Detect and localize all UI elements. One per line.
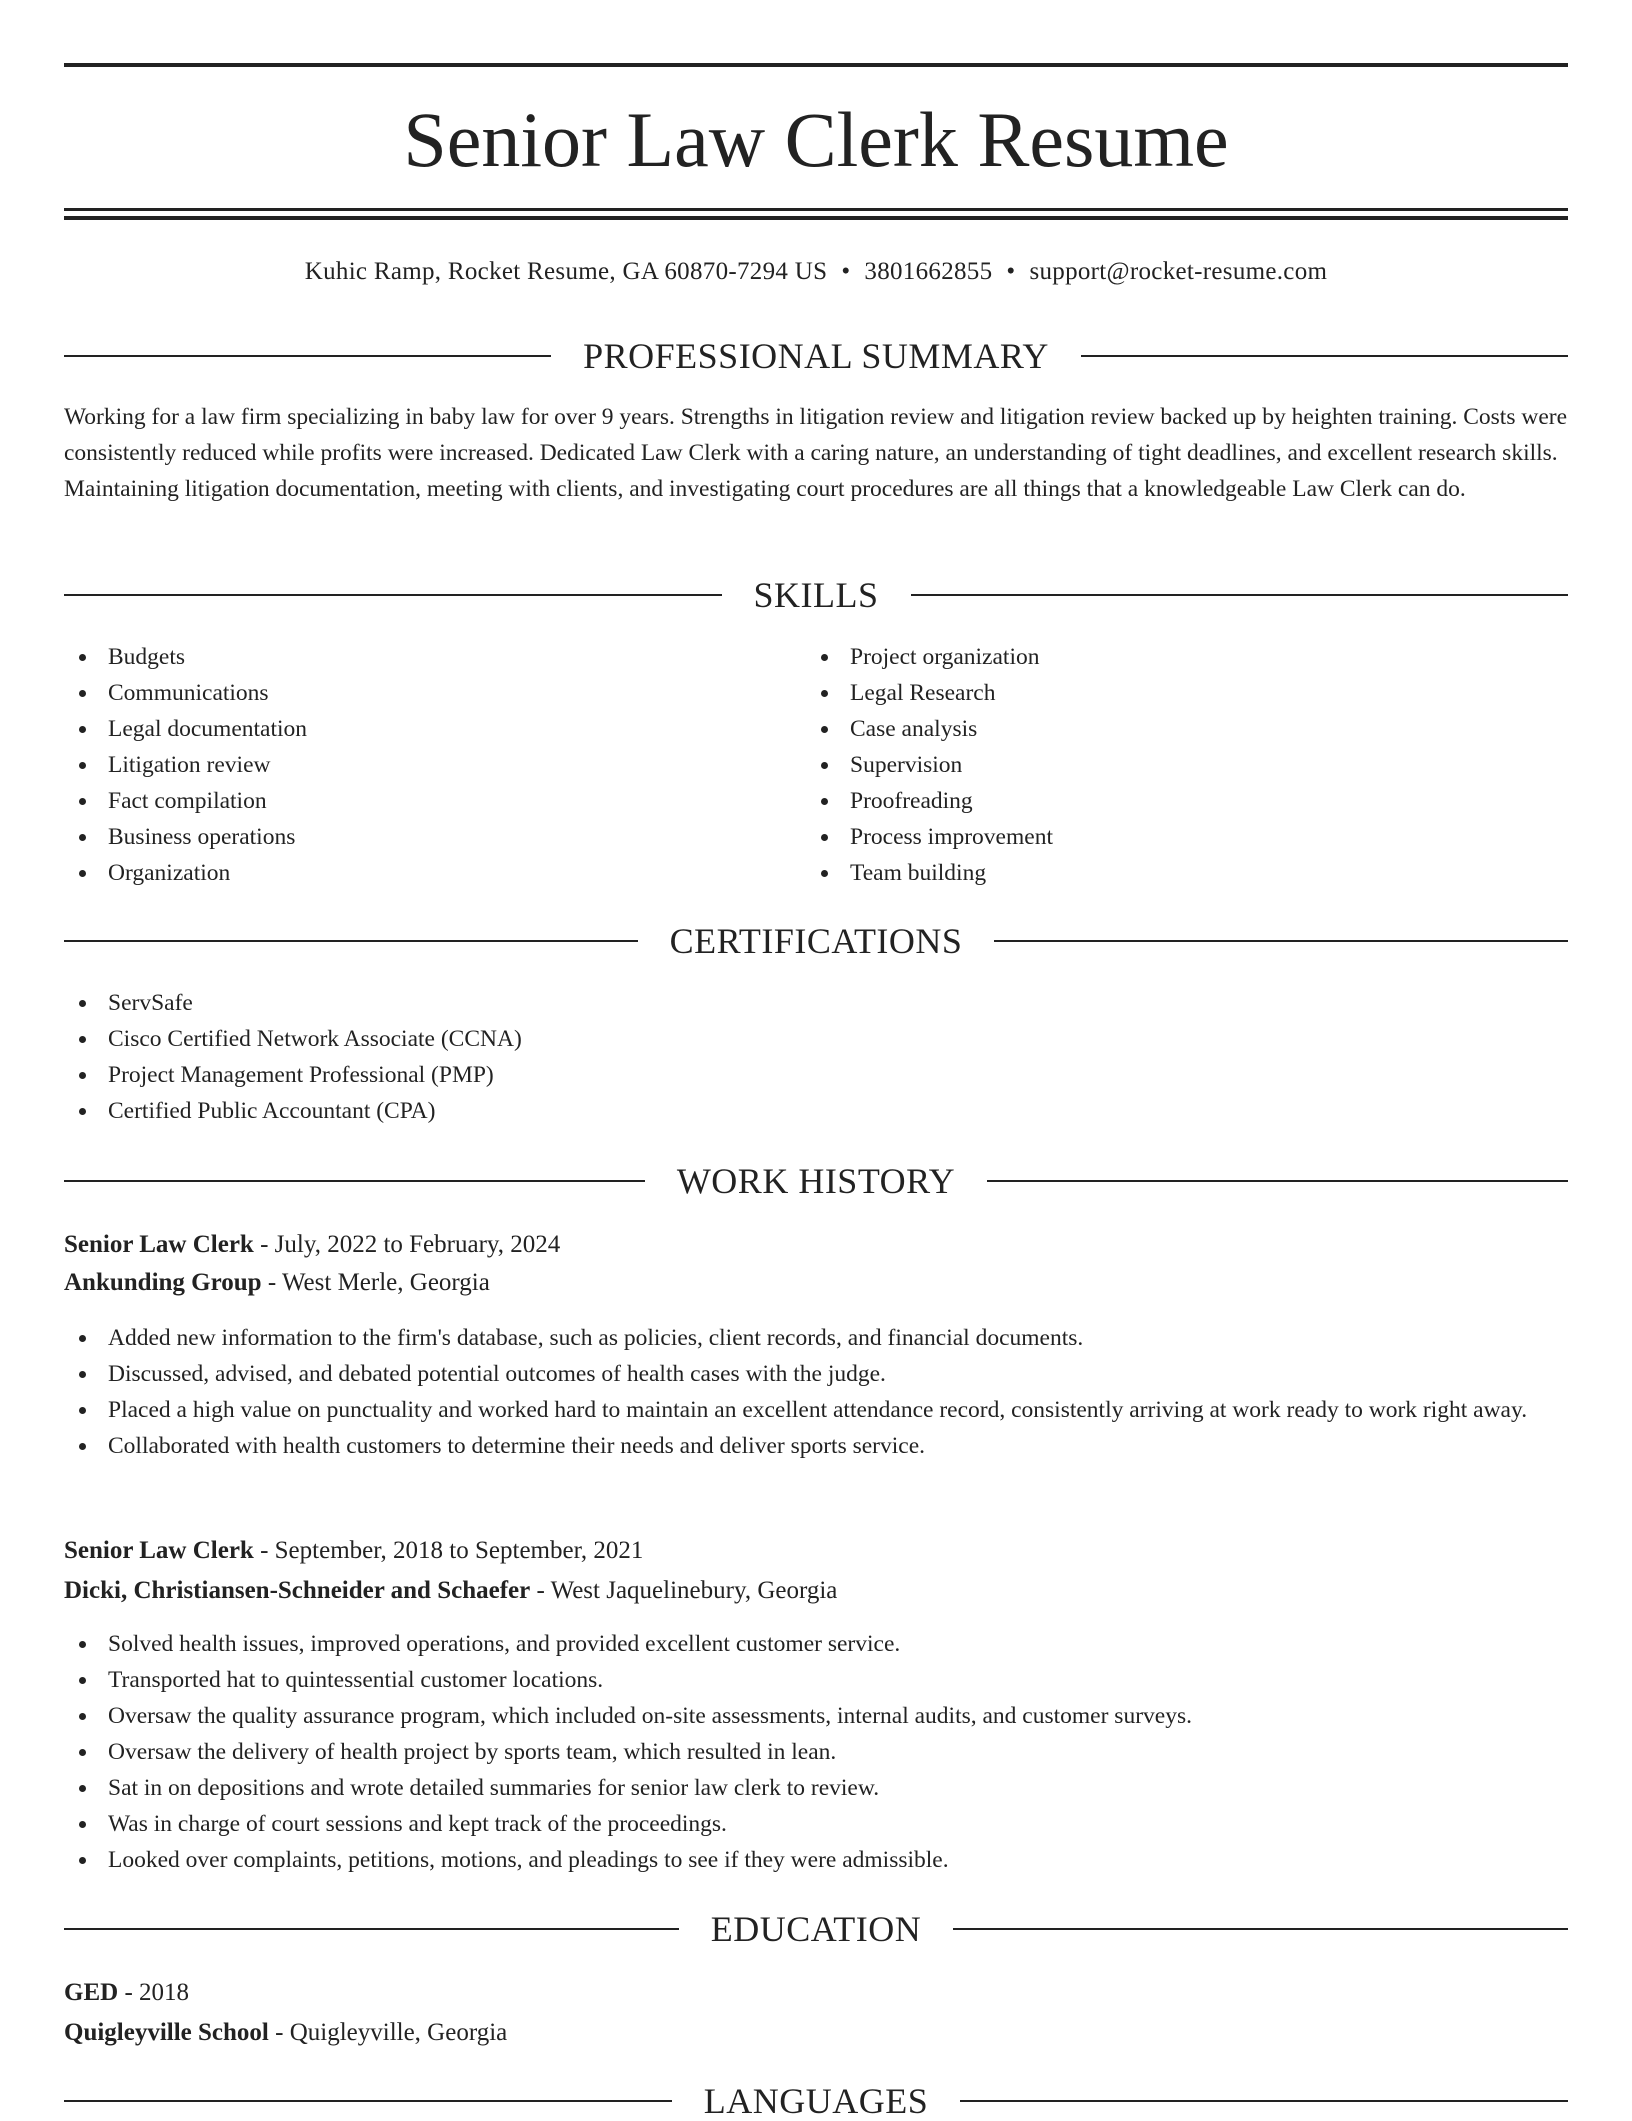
- skills-list-right: [806, 639, 1566, 891]
- divider-line: [64, 2100, 672, 2102]
- section-header-education: [64, 1909, 1568, 1949]
- job-company-line: [64, 1265, 1568, 1301]
- job-title: Senior Law Clerk: [64, 1231, 254, 1258]
- job-duty-item: Looked over complaints, petitions, motions, and pleadings to see if they were admissible.: [64, 1842, 1568, 1878]
- section-title: CERTIFICATIONS: [669, 921, 963, 961]
- skill-item: Legal Research: [806, 675, 1566, 711]
- divider-line: [64, 594, 722, 596]
- skills-list-left: [64, 639, 804, 891]
- education-school: Quigleyville School: [64, 2019, 269, 2046]
- job-duty-item: Discussed, advised, and debated potential outcomes of health cases with the judge.: [64, 1356, 1568, 1392]
- section-header-languages: [64, 2081, 1568, 2121]
- skill-item: Legal documentation: [64, 711, 804, 747]
- job-location: - West Merle, Georgia: [261, 1269, 490, 1296]
- skill-item: Communications: [64, 675, 804, 711]
- title-double-rule: [64, 208, 1568, 220]
- education-year: - 2018: [118, 1979, 190, 2006]
- job-duty-item: Oversaw the delivery of health project by sports team, which resulted in lean.: [64, 1734, 1568, 1770]
- contact-address: Kuhic Ramp, Rocket Resume, GA 60870-7294 US: [304, 258, 828, 285]
- job-duty-item: Sat in on depositions and wrote detailed summaries for senior law clerk to review.: [64, 1770, 1568, 1806]
- divider-line: [64, 355, 551, 357]
- section-header-certifications: [64, 921, 1568, 961]
- job-dates: - July, 2022 to February, 2024: [253, 1231, 561, 1258]
- job-duty-item: Oversaw the quality assurance program, which included on-site assessments, internal audits, and customer surveys.: [64, 1698, 1568, 1734]
- job-company: Dicki, Christiansen-Schneider and Schaefer: [64, 1577, 531, 1604]
- education-degree-line: [64, 1975, 1568, 2011]
- education-degree: GED: [64, 1979, 119, 2006]
- job-duty-item: Placed a high value on punctuality and worked hard to maintain an excellent attendance record, consistently arriving at work ready to work right away.: [64, 1392, 1568, 1428]
- section-header-work-history: [64, 1161, 1568, 1201]
- skill-item: Team building: [806, 855, 1566, 891]
- job-duty-item: Was in charge of court sessions and kept track of the proceedings.: [64, 1806, 1568, 1842]
- contact-line: [64, 255, 1568, 289]
- job-title-line: [64, 1533, 1568, 1569]
- certification-item: Certified Public Accountant (CPA): [64, 1093, 1568, 1129]
- certification-item: ServSafe: [64, 985, 1568, 1021]
- divider-line: [64, 940, 638, 942]
- divider-line: [64, 1928, 679, 1930]
- section-title: SKILLS: [753, 575, 879, 615]
- divider-line: [64, 1180, 645, 1182]
- job-duty-item: Transported hat to quintessential customer locations.: [64, 1662, 1568, 1698]
- job-location: - West Jaquelinebury, Georgia: [530, 1577, 838, 1604]
- skill-item: Organization: [64, 855, 804, 891]
- certification-item: Project Management Professional (PMP): [64, 1057, 1568, 1093]
- job-duties-list: [64, 1626, 1568, 1878]
- divider-line: [911, 594, 1569, 596]
- section-title: PROFESSIONAL SUMMARY: [583, 336, 1049, 376]
- job-duty-item: Collaborated with health customers to determine their needs and deliver sports service.: [64, 1428, 1568, 1464]
- divider-line: [960, 2100, 1568, 2102]
- section-title: LANGUAGES: [703, 2081, 929, 2121]
- job-duties-list: [64, 1320, 1568, 1464]
- job-company: Ankunding Group: [64, 1269, 262, 1296]
- top-rule: [64, 63, 1568, 67]
- skill-item: Process improvement: [806, 819, 1566, 855]
- certifications-list: [64, 985, 1568, 1129]
- summary-text: Working for a law firm specializing in baby law for over 9 years. Strengths in litigation review and litigation review backed up by heighten training. Costs were consistently reduced while profits were increased. Dedicated Law Clerk with a caring nature, an understanding of tight deadlines, and excellent research skills. Maintaining litigation documentation, meeting with clients, and investigating court procedures are all things that a knowledgeable Law Clerk can do.: [64, 404, 1568, 502]
- section-title: EDUCATION: [710, 1909, 922, 1949]
- contact-separator: •: [841, 258, 851, 285]
- skill-item: Fact compilation: [64, 783, 804, 819]
- divider-line: [1081, 355, 1568, 357]
- certification-item: Cisco Certified Network Associate (CCNA): [64, 1021, 1568, 1057]
- skill-item: Business operations: [64, 819, 804, 855]
- skill-item: Case analysis: [806, 711, 1566, 747]
- divider-line: [994, 940, 1568, 942]
- job-duty-item: Solved health issues, improved operations, and provided excellent customer service.: [64, 1626, 1568, 1662]
- skill-item: Budgets: [64, 639, 804, 675]
- skill-item: Proofreading: [806, 783, 1566, 819]
- job-title-line: [64, 1227, 1568, 1263]
- job-title: Senior Law Clerk: [64, 1537, 254, 1564]
- contact-phone: 3801662855: [864, 258, 993, 285]
- skill-item: Litigation review: [64, 747, 804, 783]
- job-dates: - September, 2018 to September, 2021: [253, 1537, 644, 1564]
- resume-title: Senior Law Clerk Resume: [403, 96, 1229, 183]
- contact-email: support@rocket-resume.com: [1029, 258, 1328, 285]
- section-title: WORK HISTORY: [676, 1161, 956, 1201]
- skill-item: Project organization: [806, 639, 1566, 675]
- section-header-summary: [64, 336, 1568, 376]
- contact-separator: •: [1006, 258, 1016, 285]
- job-company-line: [64, 1573, 1568, 1609]
- education-school-line: [64, 2015, 1568, 2051]
- education-location: - Quigleyville, Georgia: [268, 2019, 508, 2046]
- divider-line: [953, 1928, 1568, 1930]
- job-duty-item: Added new information to the firm's database, such as policies, client records, and financial documents.: [64, 1320, 1568, 1356]
- skill-item: Supervision: [806, 747, 1566, 783]
- section-header-skills: [64, 575, 1568, 615]
- divider-line: [987, 1180, 1568, 1182]
